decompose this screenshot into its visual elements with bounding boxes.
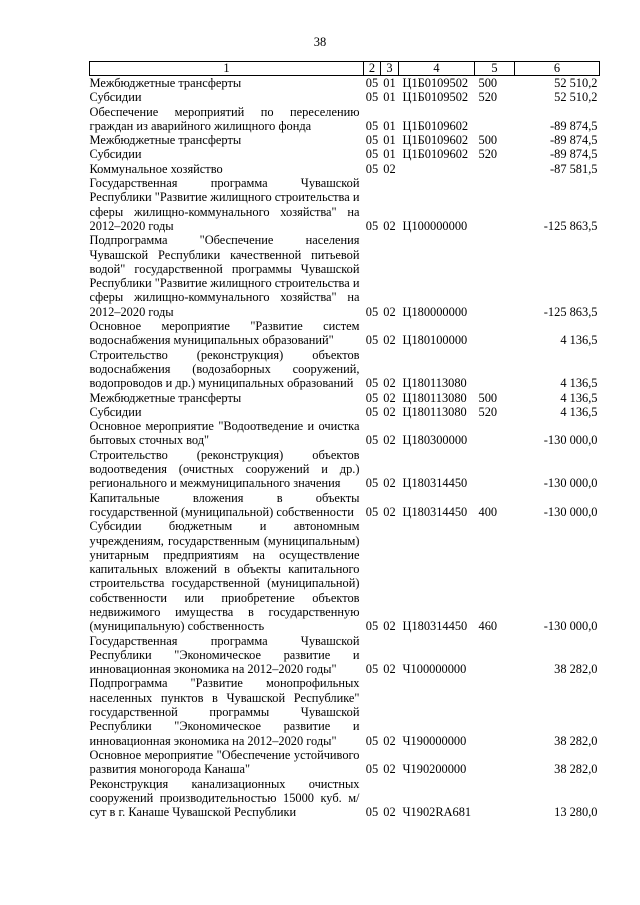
row-subsection: 01	[383, 90, 396, 105]
row-amount: 52 510,2	[554, 76, 598, 90]
row-subsection: 02	[383, 805, 396, 820]
table-row	[90, 133, 600, 147]
row-name: Подпрограмма "Обеспечение населения Чувашской Республики качественной питьевой водой" государственной программы Чувашской Республики "Развитие жилищного строительства и сферы жилищно-коммунального хозяйства" на 2012–2020 годы	[89, 233, 360, 319]
row-section: 05	[365, 118, 379, 133]
row-section: 05	[365, 433, 379, 448]
table-row	[90, 162, 600, 176]
header-col-2: 2	[364, 62, 381, 76]
row-subsection: 02	[383, 619, 396, 634]
row-target-code: Ч190000000	[402, 733, 467, 748]
row-name: Строительство (реконструкция) объектов водоснабжения (водозаборных сооружений, водопроводов и др.) муниципальных образований	[89, 347, 360, 391]
row-expense-type	[475, 348, 515, 391]
row-name: Основное мероприятие "Водоотведение и очистка бытовых сточных вод"	[89, 419, 360, 448]
row-subsection: 02	[383, 762, 396, 777]
table-row	[90, 90, 600, 104]
table-row	[90, 676, 600, 747]
row-section: 05	[365, 147, 379, 162]
row-target-code: Ц1Б0109602	[402, 133, 469, 148]
row-target-code: Ц180113080	[402, 376, 467, 391]
row-amount: 13 280,0	[554, 805, 598, 820]
row-section: 05	[365, 133, 379, 148]
header-col-1: 1	[90, 62, 364, 76]
row-section: 05	[365, 376, 379, 391]
row-section: 05	[365, 390, 379, 405]
row-target-code: Ч1902RA681	[402, 805, 472, 820]
row-subsection: 01	[383, 133, 396, 148]
row-name: Государственная программа Чувашской Республики "Экономическое развитие и инновационная экономика на 2012–2020 годы"	[89, 633, 360, 677]
row-expense-type: 520	[478, 147, 498, 162]
table-row	[90, 748, 600, 777]
row-amount: -130 000,0	[543, 433, 598, 448]
row-target-code: Ц1Б0109602	[402, 118, 469, 133]
row-name: Капитальные вложения в объекты государственной (муниципальной) собственности	[89, 490, 360, 519]
row-expense-type	[475, 448, 515, 491]
row-subsection: 02	[383, 304, 396, 319]
row-target-code: Ц180100000	[402, 333, 468, 348]
row-expense-type	[475, 162, 515, 176]
row-amount: 4 136,5	[560, 376, 598, 391]
row-amount: 4 136,5	[560, 404, 598, 419]
row-name: Государственная программа Чувашской Республики "Развитие жилищного строительства и сферы жилищно-коммунального хозяйства" на 2012–2020 годы	[89, 176, 360, 233]
row-name: Обеспечение мероприятий по переселению граждан из аварийного жилищного фонда	[89, 104, 360, 133]
row-subsection: 02	[383, 504, 396, 519]
table-row	[90, 147, 600, 161]
row-section: 05	[365, 504, 379, 519]
row-section: 05	[365, 733, 379, 748]
row-target-code: Ц180000000	[402, 304, 468, 319]
row-name: Субсидии	[89, 404, 142, 419]
row-amount: 52 510,2	[554, 90, 598, 105]
table-body	[90, 76, 600, 820]
table-row	[90, 105, 600, 134]
budget-table	[89, 61, 600, 819]
row-name: Межбюджетные трансферты	[89, 390, 242, 405]
table-row	[90, 176, 600, 233]
row-expense-type: 500	[478, 390, 498, 405]
row-target-code: Ц180314450	[402, 619, 468, 634]
row-expense-type	[475, 748, 515, 777]
row-section: 05	[365, 762, 379, 777]
header-col-5: 5	[475, 62, 515, 76]
table-row	[90, 319, 600, 348]
row-amount: -130 000,0	[543, 504, 598, 519]
row-name: Коммунальное хозяйство	[89, 161, 223, 176]
row-name: Основное мероприятие "Развитие систем водоснабжения муниципальных образований"	[89, 319, 360, 348]
table-row	[90, 76, 600, 91]
row-expense-type	[475, 419, 515, 448]
row-section: 05	[365, 476, 379, 491]
row-name: Подпрограмма "Развитие монопрофильных населенных пунктов в Чувашской Республике" государственной программы Чувашской Республики "Экономическое развитие и инновационная экономика на 2012–2020 годы"	[89, 676, 360, 748]
row-target-code: Ч190200000	[402, 762, 467, 777]
row-name: Субсидии бюджетным и автономным учреждениям, государственным (муниципальным) унитарным предприятиям на осуществление капитальных вложений в объекты капитального строительства государственной (муниципальной) собственности или приобретение объектов недвижимого имущества в государственную (муниципальную) собственность	[89, 519, 360, 634]
row-target-code	[399, 162, 475, 176]
row-section: 05	[365, 805, 379, 820]
header-col-3: 3	[381, 62, 399, 76]
row-amount: -89 874,5	[550, 133, 598, 148]
row-target-code: Ц180300000	[402, 433, 468, 448]
row-subsection: 02	[383, 404, 396, 419]
row-subsection: 02	[383, 390, 396, 405]
row-section: 05	[365, 76, 379, 90]
row-section: 05	[365, 304, 379, 319]
row-amount: 38 282,0	[554, 662, 598, 677]
row-name: Межбюджетные трансферты	[89, 133, 242, 148]
row-amount: -130 000,0	[543, 619, 598, 634]
row-target-code: Ч100000000	[402, 662, 467, 677]
row-expense-type	[475, 634, 515, 677]
row-target-code: Ц100000000	[402, 218, 468, 233]
row-subsection: 02	[383, 733, 396, 748]
table-row	[90, 405, 600, 419]
row-expense-type	[475, 777, 515, 820]
row-amount: -87 581,5	[550, 161, 598, 176]
table-row	[90, 634, 600, 677]
table-row	[90, 777, 600, 820]
row-amount: -125 863,5	[543, 218, 598, 233]
row-subsection: 02	[383, 433, 396, 448]
row-target-code: Ц1Б0109502	[402, 90, 469, 105]
row-expense-type: 500	[478, 133, 498, 148]
row-subsection: 01	[383, 147, 396, 162]
row-amount: 38 282,0	[554, 733, 598, 748]
page-number: 38	[313, 35, 327, 49]
row-amount: -89 874,5	[550, 118, 598, 133]
row-subsection: 02	[383, 662, 396, 677]
row-expense-type	[475, 319, 515, 348]
table-header	[90, 62, 600, 76]
row-expense-type	[475, 105, 515, 134]
row-target-code: Ц180314450	[402, 504, 468, 519]
row-section: 05	[365, 90, 379, 105]
row-subsection: 01	[383, 76, 396, 90]
row-target-code: Ц180113080	[402, 390, 467, 405]
row-subsection: 01	[383, 118, 396, 133]
table-row	[90, 519, 600, 633]
row-expense-type: 520	[478, 90, 498, 105]
row-expense-type: 460	[478, 619, 498, 634]
header-col-6: 6	[515, 62, 600, 76]
table-row	[90, 233, 600, 319]
row-section: 05	[365, 333, 379, 348]
row-subsection: 02	[383, 376, 396, 391]
table-row	[90, 348, 600, 391]
row-subsection: 02	[383, 333, 396, 348]
header-col-4: 4	[399, 62, 475, 76]
table-row	[90, 391, 600, 405]
row-subsection: 02	[383, 161, 396, 176]
row-expense-type	[475, 233, 515, 319]
row-target-code: Ц1Б0109502	[402, 76, 469, 90]
row-name: Строительство (реконструкция) объектов водоотведения (очистных сооружений и др.) регионального и межмуниципального значения	[89, 447, 360, 491]
row-expense-type	[475, 676, 515, 747]
row-target-code: Ц1Б0109602	[402, 147, 469, 162]
table-row	[90, 491, 600, 520]
row-name: Субсидии	[89, 90, 142, 105]
row-expense-type: 520	[478, 404, 498, 419]
row-expense-type: 400	[478, 504, 498, 519]
row-amount: 4 136,5	[560, 390, 598, 405]
row-section: 05	[365, 218, 379, 233]
row-amount: -130 000,0	[543, 476, 598, 491]
row-expense-type: 500	[478, 76, 498, 90]
row-name: Реконструкция канализационных очистных сооружений производительностью 15000 куб. м/сут в г. Канаше Чувашской Республики	[89, 776, 360, 820]
row-amount: 38 282,0	[554, 762, 598, 777]
row-section: 05	[365, 619, 379, 634]
row-subsection: 02	[383, 476, 396, 491]
row-name: Основное мероприятие "Обеспечение устойчивого развития моногорода Канаша"	[89, 747, 360, 777]
row-section: 05	[365, 662, 379, 677]
table-row	[90, 419, 600, 448]
row-expense-type	[475, 176, 515, 233]
row-section: 05	[365, 161, 379, 176]
header-row	[90, 62, 600, 76]
row-name: Субсидии	[89, 147, 142, 162]
row-subsection: 02	[383, 218, 396, 233]
table-row	[90, 448, 600, 491]
row-name: Межбюджетные трансферты	[89, 76, 242, 90]
row-target-code: Ц180113080	[402, 404, 467, 419]
row-amount: 4 136,5	[560, 333, 598, 348]
row-amount: -125 863,5	[543, 304, 598, 319]
row-section: 05	[365, 404, 379, 419]
row-target-code: Ц180314450	[402, 476, 468, 491]
row-amount: -89 874,5	[550, 147, 598, 162]
